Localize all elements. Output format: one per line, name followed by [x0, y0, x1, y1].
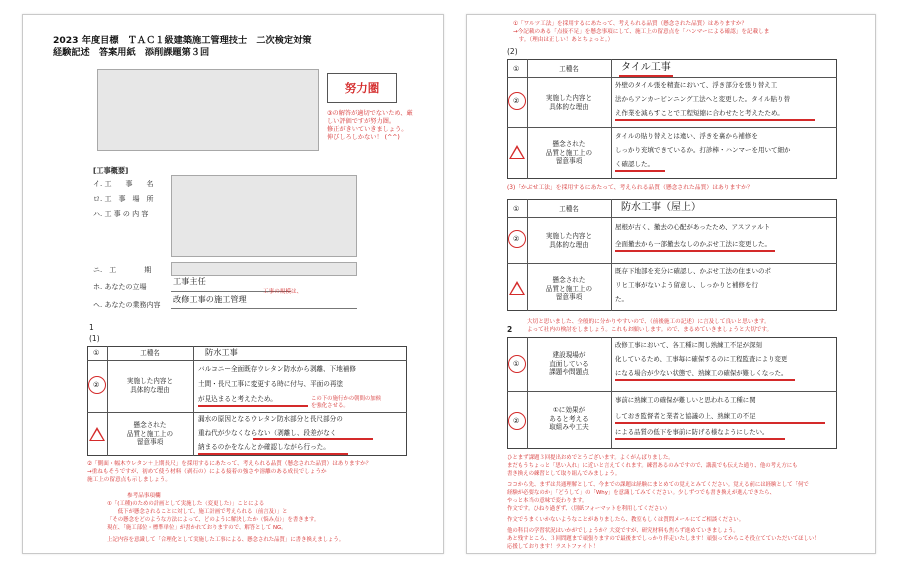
red-footer-line3: 施工上の留意点も示しましょう。	[87, 477, 171, 483]
closing-red-line4: ココから先、まずは共通理解として、今までの課題は経験にまとめての覚えとみてください。覚える前には経験として「何で	[507, 482, 809, 488]
q3-row2-label: 実施した内容と 具体的な理由	[545, 232, 593, 249]
red-footer-line2: →重ねもそうですが、初めて使う材料（剥石の）による接着の強さや溶離のある成長でしょうか	[87, 469, 327, 475]
duty-underline	[171, 308, 357, 309]
redacted-period-block	[171, 262, 357, 276]
closing-red-line9: 他の科目の学習状況はいかがでしょうか？大変ですが、研究材料も焦らず進めていきましょう。	[507, 528, 739, 534]
closing-red-line2: まだもうちょっと「思い入れ」に近いと言えてくれます。練習あるのみですので、講義でも伝えた通り、他の考え方にも	[507, 463, 798, 469]
q3-row2-number: ②	[513, 235, 520, 243]
q2-row3-answer-line1: タイルの貼り替えとは違い、浮きを裏から補修を	[615, 132, 758, 140]
q3-row3-answer-line2: リヒ工事がないよう留意し、しっかりと補修を行	[615, 281, 758, 289]
q2-row2-answer-line2: 法からアンカーピンニング工法へと変更した。タイル貼り替	[615, 95, 790, 103]
duty-answer: 改修工事の施工管理	[173, 294, 247, 304]
reference-line5: 上記内容を意識して「合理化として実施した工事による、懸念された品質」に書き換えましょう。	[107, 537, 345, 543]
q1-row3-answer-line2: 重ね代が少なくならない（剥離し、段差がなく	[198, 429, 337, 437]
position-answer: 工事主任	[173, 276, 206, 286]
red-underline	[615, 422, 825, 424]
header-subtitle: 経験記述 答案用紙 添削課題第３回	[53, 47, 210, 58]
q1-row2-red-note2: を強化させる。	[311, 403, 349, 409]
closing-red-line1: ひとまず課題３回提出おめでとうございます。よくがんばりました。	[507, 455, 674, 461]
q1-row2-label: 実施した内容と 具体的な理由	[126, 377, 174, 394]
section2-number: 2	[507, 325, 513, 334]
q1-row3-answer-line1: 漏水の原因となるウレタン防水部分と長尺部分の	[198, 415, 343, 423]
overview-label-position: ホ. あなたの立場	[93, 283, 147, 291]
q3-row3-answer-line1: 既存下地部を充分に確認し、かぶせ工法の住まいのポ	[615, 267, 771, 275]
red-underline	[619, 75, 673, 77]
red-triangle-mark	[89, 427, 105, 441]
q3-red-note: (3)「かぶせ工法」を採用するにあたって、考えられる品質（懸念された品質）はありますか？	[507, 185, 753, 191]
red-circle-mark	[508, 355, 526, 373]
q3-col-name-label: 工種名	[559, 205, 579, 213]
reference-line4: 現在、「施工部位・標準単位」が書かれておりますので、解答として NG。	[107, 525, 287, 531]
red-underline	[615, 379, 795, 381]
q3-row2-answer-line1: 屋根が古く、撤去の心配があったため、アスファルト	[615, 223, 771, 231]
q2-row3-number: ③	[513, 151, 520, 159]
red-underline	[198, 453, 348, 455]
redacted-name-block	[97, 69, 319, 151]
q1-row3-answer-line3: 納まるのかをなんとか確認しながら行った。	[198, 443, 330, 451]
q3-row3-number: ③	[513, 287, 520, 295]
q2-row1-number: ①	[513, 65, 520, 73]
mid-red-note2: よって社内の検討をしましょう。これもお願いします。ので、まるめていきましょうと大切です。	[527, 327, 773, 333]
s2-row2-number: ②	[513, 417, 520, 425]
closing-red-line10: あと残すところ、３回問題まで頑張りますので最後までしっかり伴走いたします！頑張ってからこそ役立てていただいてほしい！	[507, 536, 820, 542]
overview-label-content: ハ. 工 事 の 内 容	[93, 210, 149, 218]
q1-row1-number: ①	[93, 349, 100, 357]
s2-row1-answer-line2: 化しているため、工事毎に確保するのに工程監査により変更	[615, 355, 788, 363]
q3-row2-answer-line2: 全面撤去から一部撤去なしのかぶせ工法に変更した。	[615, 240, 771, 248]
answer-sheet-page-left	[22, 14, 444, 554]
closing-red-line3: 書き換えの練習として取り組んでみましょう。	[507, 471, 621, 477]
s2-row1-answer-line3: になる場合が少ない状態で、熟練工の確保が難しくなった。	[615, 369, 788, 377]
red-underline	[615, 250, 775, 252]
grader-note-line3: 修正がきいていきましょう。	[327, 126, 408, 133]
s2-row2-answer-line3: による品質の低下を事前に防げる様なようにしたい。	[615, 428, 769, 436]
grader-note-line2: しい評価ですが努力圏。	[327, 118, 396, 125]
red-underline	[615, 119, 815, 121]
s2-row1-answer-line1: 改修工事において、各工種に関し熟練工不足が深刻	[615, 341, 762, 349]
red-circle-mark	[508, 230, 526, 248]
top-red-note3: す。（理由は正しい！あとちょっと。）	[513, 37, 614, 43]
q2-work-type: タイル工事	[621, 62, 671, 73]
q1-row2-answer-line3: が見込まると考えたため。	[198, 395, 277, 403]
q2-row2-label: 実施した内容と 具体的な理由	[545, 94, 593, 111]
q1-row2-number: ②	[93, 381, 100, 389]
s2-row2-answer-line1: 事前に熟練工の確保が難しいと思われる工種に関	[615, 396, 756, 404]
q2-col-name-label: 工種名	[559, 65, 579, 73]
answer-sheet-page-right	[466, 14, 876, 554]
subsection-number: (1)	[89, 334, 100, 343]
q3-row3-label: 懸念された 品質と施工上の 留意事項	[545, 276, 593, 302]
q2-row2-answer-line1: 外壁のタイル張を精査において、浮き部分を張り替え工	[615, 81, 778, 89]
closing-red-line11: 応援しております！ラストファイト！	[507, 544, 599, 550]
closing-red-line8: 作文でうまくいかないようなことがありましたら、教室もしくは質問メールにてご相談ください。	[507, 517, 745, 523]
overview-label-site: ロ. 工 事 場 所	[93, 195, 154, 203]
red-underline	[615, 438, 785, 440]
q3-row3-answer-line3: た。	[615, 295, 628, 303]
q1-row2-answer-line2: 土間・長尺工事に変更する時に付与、平面の再塗	[198, 380, 344, 388]
red-circle-mark	[508, 412, 526, 430]
closing-red-line5: 経験が必要なのか」「どうして」の「Why」を意識してみてください。少しずつでも書き換えが進んできたら、	[507, 490, 775, 496]
reference-line3: 「その懸念をどのような方法によって、どのように解決したか（悩み点）」を書きます。	[107, 517, 320, 523]
grader-note-duty: 工事の規模は、	[263, 289, 303, 295]
effort-stamp: 努力圏	[327, 73, 397, 103]
closing-red-line7: 作文です。ひねり過ぎず、（別紙フォーマットを利用してください）	[507, 506, 671, 512]
overview-label-duty: ヘ. あなたの業務内容	[93, 301, 161, 309]
top-red-note2: →今記載のある「点接不足」を懸念事項にして、施工上の留意点を「ハンマーによる確認」を記載しま	[513, 29, 770, 35]
grader-note-line1: ③の解答が適切でないため、厳	[327, 110, 413, 117]
q2-number: (2)	[507, 47, 518, 56]
q3-row1-number: ①	[513, 205, 520, 213]
red-underline	[253, 438, 373, 440]
reference-line2: 低下が懸念されることに対して、施工計画で考えられる（前言及）」と	[107, 509, 288, 515]
red-underline	[615, 170, 665, 172]
closing-red-line6: やっと本当の意味で変わります。	[507, 498, 588, 504]
q2-row3-answer-line3: く確認した。	[615, 160, 654, 168]
grader-note-line4: 伸びしろしかない！ (^^)	[327, 134, 400, 141]
q1-row2-red-note1: この下の施行かの朝間の加候	[311, 396, 382, 402]
mid-red-note1: 大切と思いました、全般的に分かりやすいので、（前後施工の記述）に言及して良いと思います。	[527, 319, 770, 325]
redacted-overview-block	[171, 175, 357, 257]
red-circle-mark	[88, 376, 106, 394]
top-red-note1: ①「ワルツ工法」を採用するにあたって、考えられる品質（懸念された品質）はありますか？	[513, 21, 748, 27]
q1-col-name-label: 工種名	[140, 349, 160, 357]
q1-row3-number: ③	[93, 433, 100, 441]
red-triangle-mark	[509, 145, 525, 159]
s2-row1-number: ①	[513, 360, 520, 368]
red-circle-mark	[508, 92, 526, 110]
q1-row2-answer-line1: バルコニー全面既存ウレタン防水から剥離、下地補修	[198, 365, 356, 373]
q2-row3-label: 懸念された 品質と施工上の 留意事項	[545, 140, 593, 166]
s2-row2-answer-line2: しておき監督者と業者と協議の上、熟練工の不足	[615, 412, 756, 420]
section-number: 1	[89, 323, 94, 332]
q1-row3-label: 懸念された 品質と施工上の 留意事項	[126, 421, 174, 447]
overview-label-name: イ. 工 事 名	[93, 180, 154, 188]
header-title: 2023 年度目標 ＴＡＣ１級建築施工管理技士 二次検定対策	[53, 35, 312, 46]
s2-row1-label: 建設現場が 直面している 課題や問題点	[549, 351, 589, 377]
overview-title: [工事概要]	[93, 166, 129, 175]
reference-title: 参考品事項欄	[127, 493, 161, 499]
red-triangle-mark	[509, 281, 525, 295]
q1-work-type: 防水工事	[205, 347, 238, 357]
red-underline	[198, 405, 308, 407]
q2-row2-answer-line3: え作業を減らすことで工程短縮に合わせたと考えたため。	[615, 109, 784, 117]
q3-work-type: 防水工事（屋上）	[621, 202, 701, 213]
s2-row2-label: ①に効果が あると考える 取組みや工夫	[549, 406, 589, 432]
reference-line1: ①「(工種)のための計画として実施した（変更した）」ことによる	[107, 501, 265, 507]
red-footer-line1: ②「側面・幅木ウレタン＋上期長尺」を採用するにあたって、考えられる品質（懸念された品質）はありますか？	[87, 461, 372, 467]
overview-label-period: ニ. 工 期	[93, 266, 152, 274]
q2-row2-number: ②	[513, 97, 520, 105]
q2-row3-answer-line2: しっかり充填できているか。打診棒・ハンマーを用いて細か	[615, 146, 791, 154]
